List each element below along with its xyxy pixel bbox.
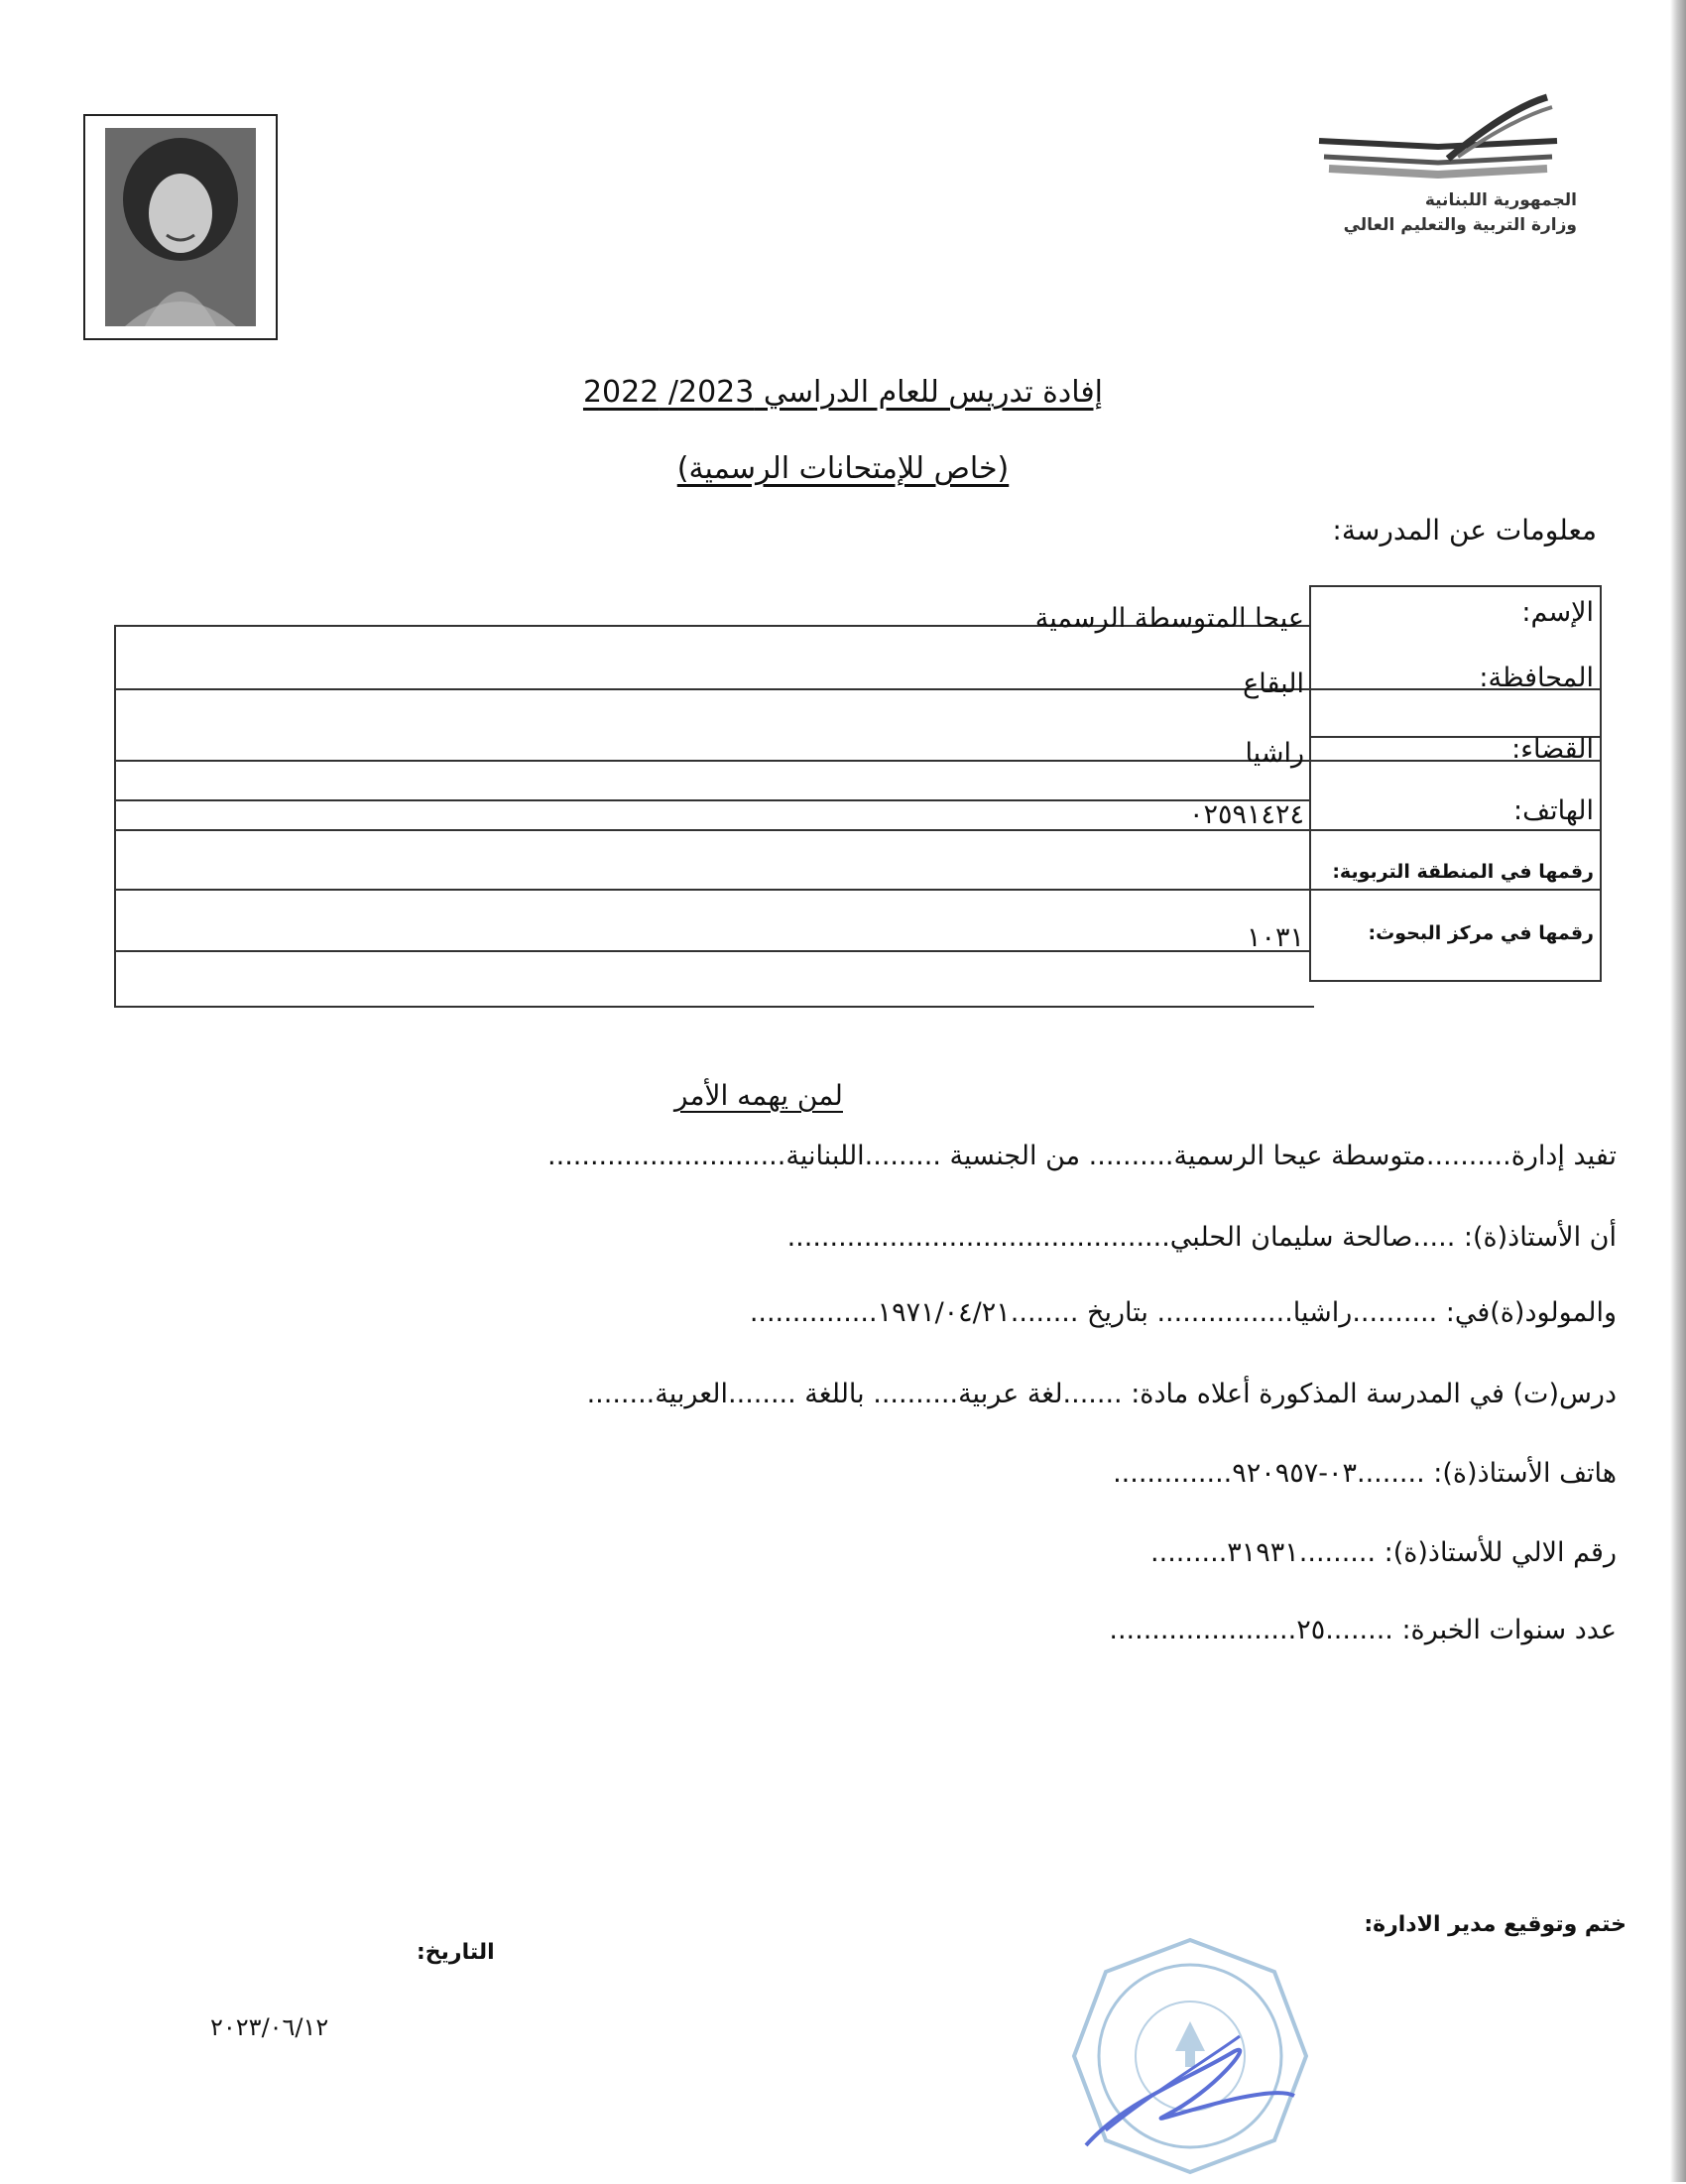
research-center-number-label: رقمها في مركز البحوث: bbox=[1368, 922, 1594, 944]
school-info-table bbox=[114, 585, 1602, 1017]
stamp-seal-icon bbox=[1066, 1932, 1314, 2180]
page-subtitle: (خاص للإمتحانات الرسمية) bbox=[676, 451, 1010, 486]
logo-country: الجمهورية اللبنانية bbox=[1424, 190, 1577, 210]
teacher-photo-frame bbox=[83, 114, 278, 340]
district-label: القضاء: bbox=[1511, 734, 1594, 765]
logo-ministry: وزارة التربية والتعليم العالي bbox=[1343, 215, 1577, 235]
region-number-label: رقمها في المنطقة التربوية: bbox=[1332, 861, 1594, 883]
signature-label: ختم وتوقيع مدير الادارة: bbox=[1364, 1912, 1626, 1937]
school-name-label: الإسم: bbox=[1521, 597, 1594, 628]
teacher-photo bbox=[105, 128, 256, 326]
governorate-value: البقاع bbox=[1243, 668, 1304, 699]
cert-line-teacher-name: أن الأستاذ(ة): .....صالحة سليمان الحلبي............................................. bbox=[786, 1222, 1617, 1253]
date-value: ٢٠٢٣/٠٦/١٢ bbox=[210, 2013, 329, 2041]
research-center-number-value: ١٠٣١ bbox=[1246, 922, 1304, 953]
page-title: إفادة تدريس للعام الدراسي 2023/ 2022 bbox=[582, 375, 1104, 410]
open-book-icon bbox=[1309, 89, 1577, 188]
school-name-value: عيحا المتوسطة الرسمية bbox=[1034, 603, 1304, 634]
cert-line-registration-number: رقم الالي للأستاذ(ة): .........٣١٩٣١......... bbox=[1150, 1537, 1617, 1568]
cert-line-subject: درس(ت) في المدرسة المذكورة أعلاه مادة: .......لغة عربية.......... باللغة ........العربية........ bbox=[586, 1379, 1617, 1409]
cert-line-experience: عدد سنوات الخبرة: ........٢٥...................... bbox=[1109, 1615, 1617, 1645]
cert-line-school-nationality: تفيد إدارة..........متوسطة عيحا الرسمية.......... من الجنسية .........اللبنانية............................ bbox=[547, 1141, 1617, 1171]
date-label: التاريخ: bbox=[417, 1940, 495, 1965]
to-whom-it-may-concern-heading: لمن يهمه الأمر bbox=[674, 1079, 843, 1112]
governorate-label: المحافظة: bbox=[1479, 663, 1594, 693]
scan-edge bbox=[1670, 0, 1686, 2182]
cert-line-birth: والمولود(ة)في: ..........راشيا................ بتاريخ ........١٩٧١/٠٤/٢١............... bbox=[749, 1297, 1617, 1328]
phone-value: ٠٢٥٩١٤٢٤ bbox=[1188, 799, 1304, 830]
official-stamp bbox=[1066, 1932, 1314, 2180]
cert-line-teacher-phone: هاتف الأستاذ(ة): ........٠٣-٩٢٠٩٥٧.............. bbox=[1113, 1458, 1617, 1489]
school-section-label: معلومات عن المدرسة: bbox=[1332, 514, 1597, 546]
district-value: راشيا bbox=[1245, 738, 1304, 769]
phone-label: الهاتف: bbox=[1513, 795, 1594, 826]
ministry-logo bbox=[1309, 89, 1577, 258]
